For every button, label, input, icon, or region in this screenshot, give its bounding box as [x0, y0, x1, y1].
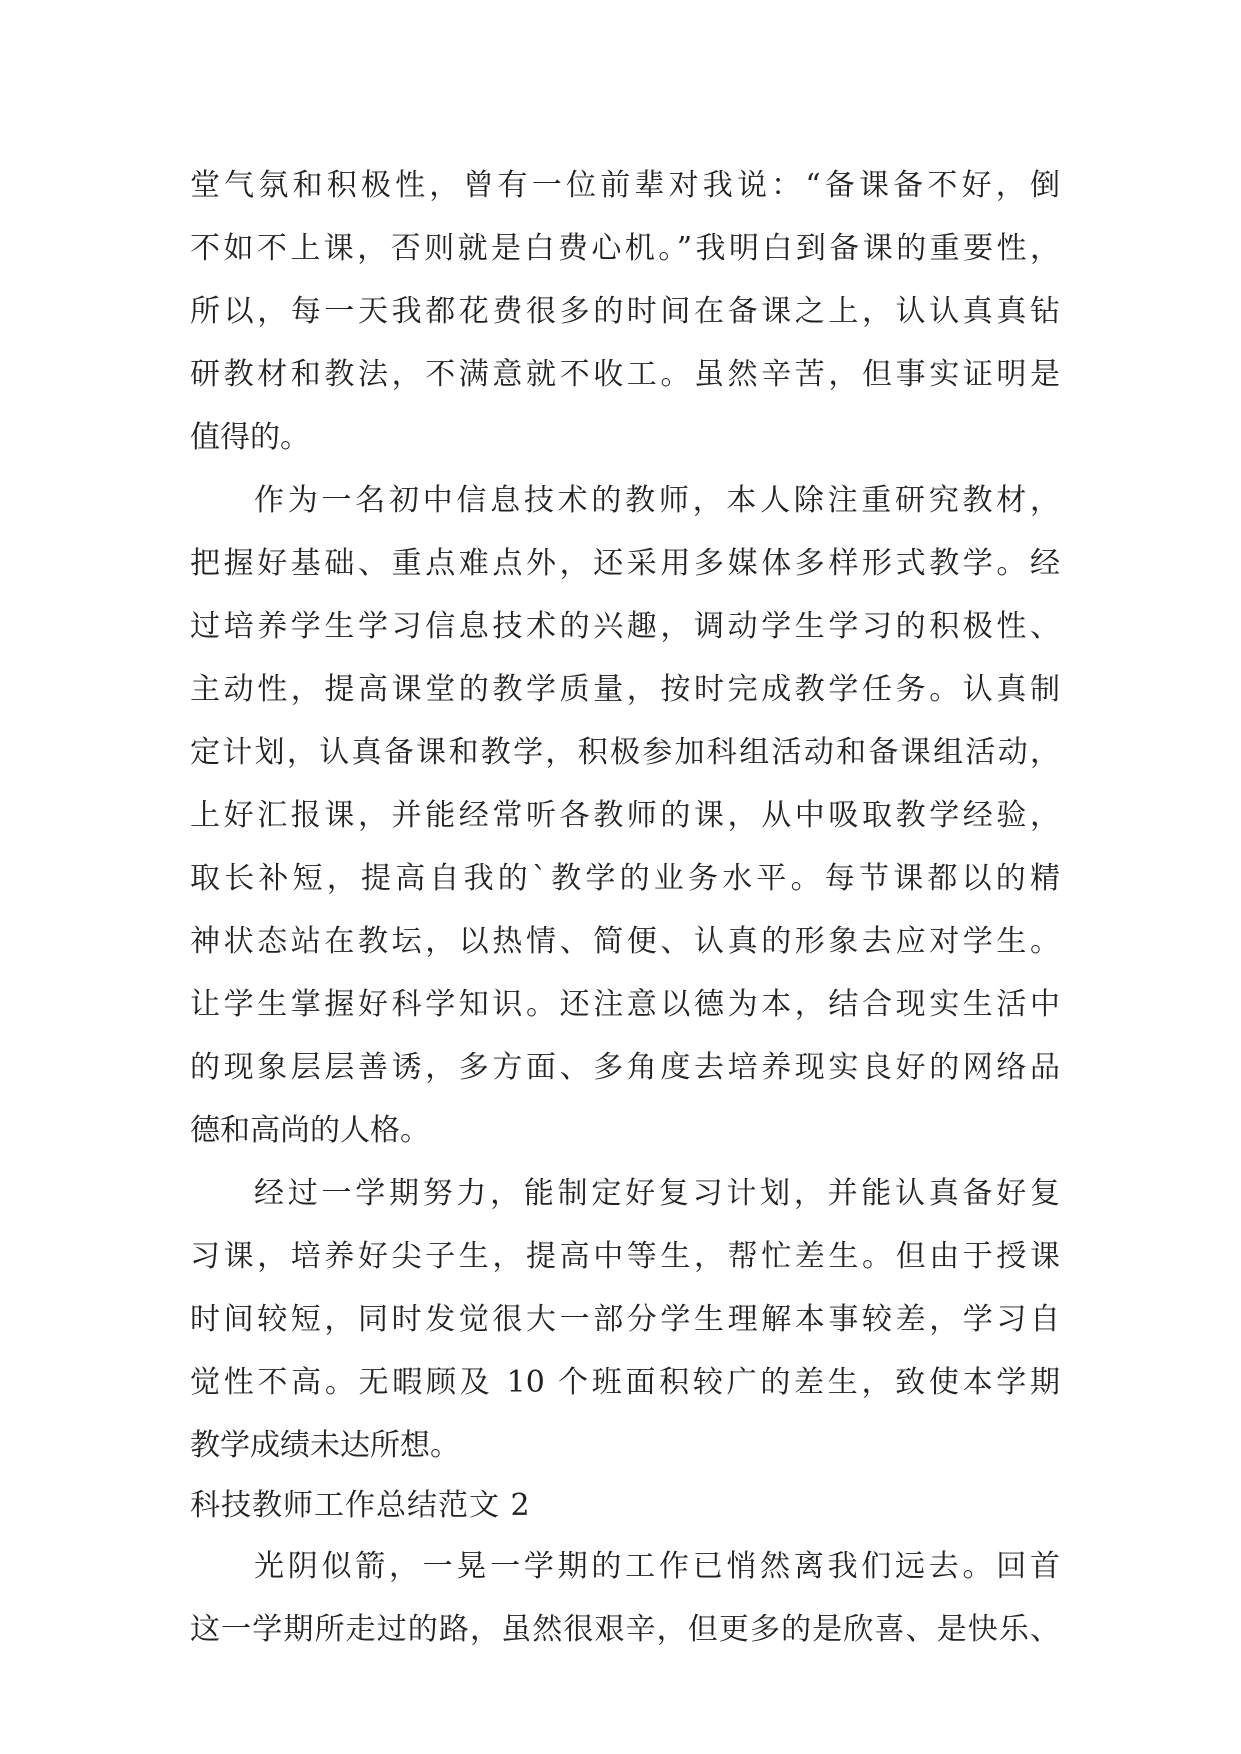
text-line: 的现象层层善诱，多方面、多角度去培养现实良好的网络品 [190, 1050, 1060, 1085]
text-line: 德和高尚的人格。 [190, 1113, 430, 1148]
paragraph-first-line: 作为一名初中信息技术的教师，本人除注重研究教材， [254, 483, 1060, 518]
paragraph-first-line: 光阴似箭，一晃一学期的工作已悄然离我们远去。回首 [254, 1549, 1060, 1584]
text-line: 定计划，认真备课和教学，积极参加科组活动和备课组活动， [190, 735, 1060, 770]
text-line: 让学生掌握好科学知识。还注意以德为本，结合现实生活中 [190, 987, 1060, 1022]
text-line: 教学成绩未达所想。 [190, 1428, 460, 1463]
text-line: 值得的。 [190, 420, 310, 455]
section-heading: 科技教师工作总结范文 2 [190, 1488, 531, 1523]
text-line: 这一学期所走过的路，虽然很艰辛，但更多的是欣喜、是快乐、 [190, 1612, 1060, 1647]
text-line: 把握好基础、重点难点外，还采用多媒体多样形式教学。经 [190, 546, 1060, 581]
text-line: 所以，每一天我都花费很多的时间在备课之上，认认真真钻 [190, 294, 1060, 329]
text-line: 研教材和教法，不满意就不收工。虽然辛苦，但事实证明是 [190, 357, 1060, 392]
text-line: 神状态站在教坛，以热情、简便、认真的形象去应对学生。 [190, 924, 1060, 959]
text-line: 主动性，提高课堂的教学质量，按时完成教学任务。认真制 [190, 672, 1060, 707]
text-line: 不如不上课，否则就是白费心机。”我明白到备课的重要性， [190, 231, 1060, 266]
text-line: 上好汇报课，并能经常听各教师的课，从中吸取教学经验， [190, 798, 1060, 833]
text-line: 堂气氛和积极性，曾有一位前辈对我说：“备课备不好，倒 [190, 168, 1060, 203]
text-line: 取长补短，提高自我的`教学的业务水平。每节课都以的精 [190, 861, 1060, 896]
document-body [190, 154, 1060, 1661]
paragraph-first-line: 经过一学期努力，能制定好复习计划，并能认真备好复 [254, 1176, 1060, 1211]
text-line: 时间较短，同时发觉很大一部分学生理解本事较差，学习自 [190, 1302, 1060, 1337]
text-line: 过培养学生学习信息技术的兴趣，调动学生学习的积极性、 [190, 609, 1060, 644]
text-line: 觉性不高。无暇顾及 10 个班面积较广的差生，致使本学期 [190, 1365, 1060, 1400]
text-line: 习课，培养好尖子生，提高中等生，帮忙差生。但由于授课 [190, 1239, 1060, 1274]
